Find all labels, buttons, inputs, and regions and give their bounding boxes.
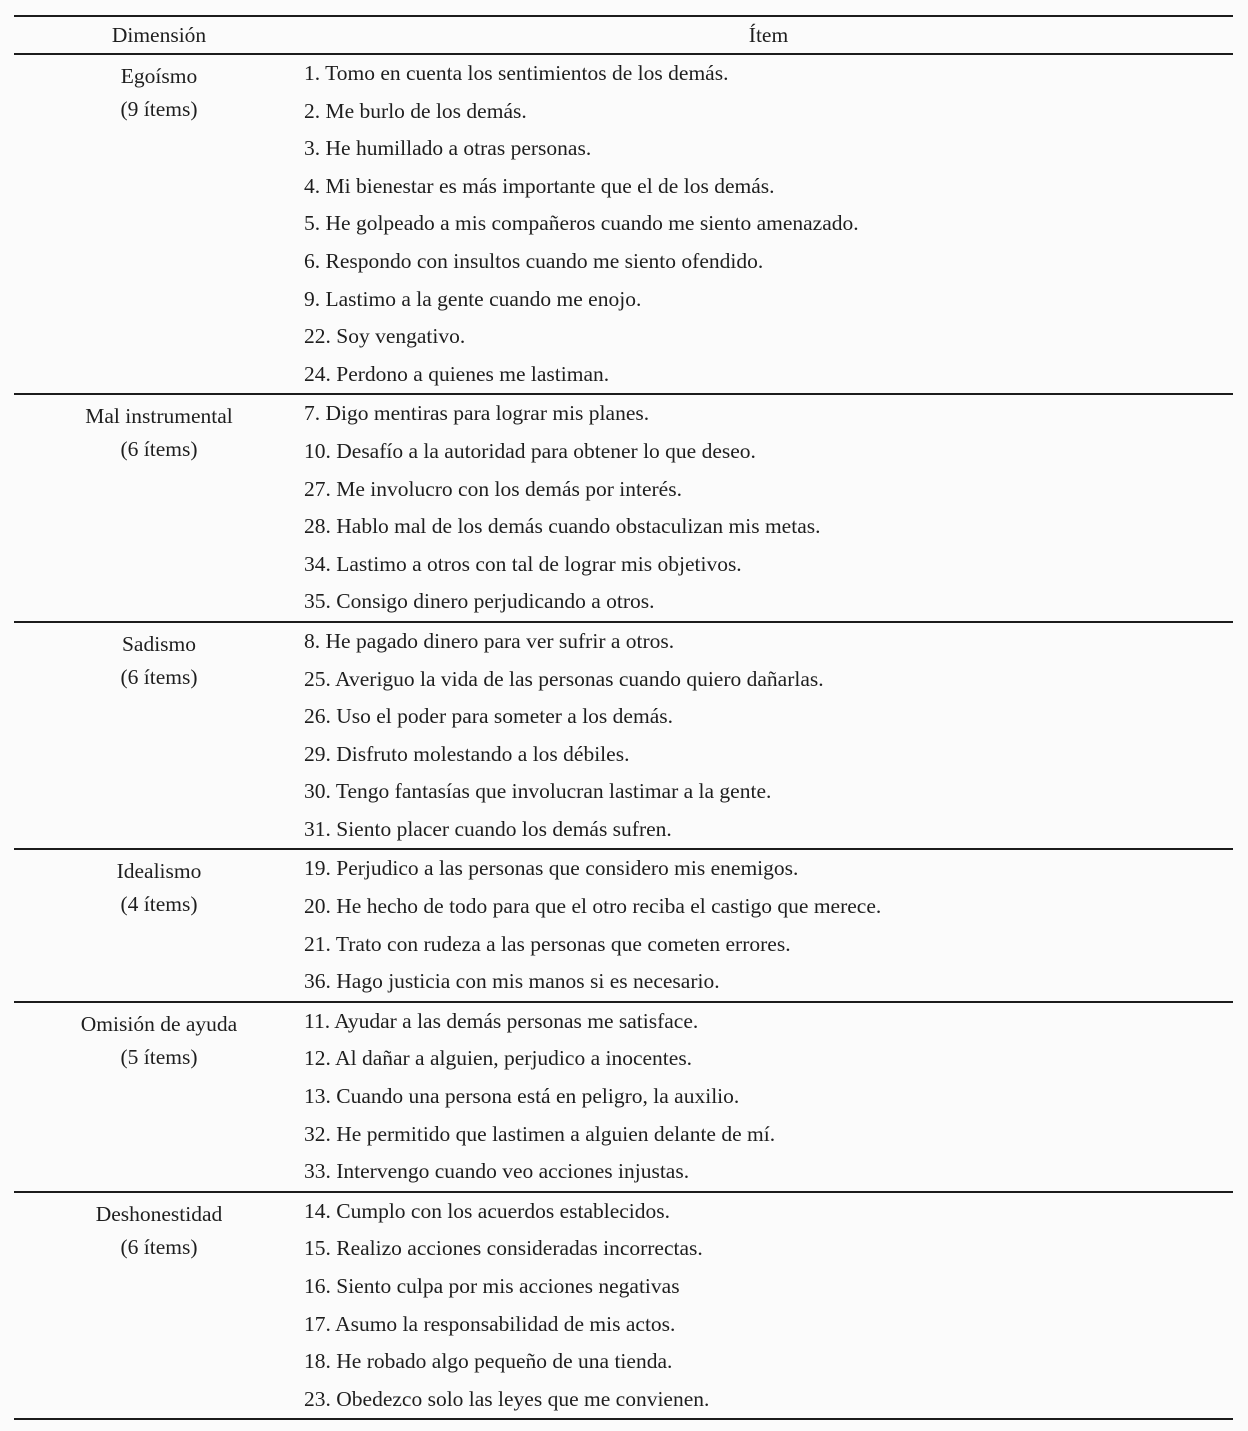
table-row [14, 1003, 1233, 1193]
dimension-item-count: (6 ítems) [120, 1234, 198, 1259]
table-row [14, 850, 1233, 1002]
dimension-cell [14, 395, 304, 621]
dimension-item-count: (5 ítems) [120, 1044, 198, 1069]
dimension-cell [14, 850, 304, 1000]
item-text: 29. Disfruto molestando a los débiles. [304, 741, 630, 766]
items-cell [304, 1193, 1233, 1419]
item-text: 20. He hecho de todo para que el otro reciba el castigo que merece. [304, 894, 882, 919]
item-text: 3. He humillado a otras personas. [304, 136, 592, 161]
item-text: 22. Soy vengativo. [304, 324, 466, 349]
item-text: 18. He robado algo pequeño de una tienda. [304, 1349, 673, 1374]
item-text: 32. He permitido que lastimen a alguien delante de mí. [304, 1121, 776, 1146]
item-text: 12. Al dañar a alguien, perjudico a inocentes. [304, 1046, 693, 1071]
dimension-name: Mal instrumental [85, 404, 233, 429]
dimension-name: Deshonestidad [95, 1201, 223, 1226]
item-text: 14. Cumplo con los acuerdos establecidos. [304, 1198, 671, 1223]
item-text: 16. Siento culpa por mis acciones negativas [304, 1274, 680, 1298]
item-text: 2. Me burlo de los demás. [304, 98, 527, 123]
items-cell [304, 850, 1233, 1000]
dimension-name: Sadismo [121, 631, 197, 656]
items-cell [304, 1003, 1233, 1191]
item-text: 34. Lastimo a otros con tal de lograr mis objetivos. [304, 551, 742, 576]
item-text: 27. Me involucro con los demás por interés. [304, 476, 682, 501]
item-text: 21. Trato con rudeza a las personas que cometen errores. [304, 931, 791, 956]
item-text: 31. Siento placer cuando los demás sufren. [304, 816, 672, 841]
items-cell [304, 395, 1233, 621]
dimension-name: Omisión de ayuda [80, 1011, 238, 1036]
item-text: 35. Consigo dinero perjudicando a otros. [304, 589, 655, 614]
dimension-item-count: (4 ítems) [120, 892, 198, 917]
item-text: 30. Tengo fantasías que involucran lastimar a la gente. [304, 779, 772, 804]
item-text: 25. Averiguo la vida de las personas cuando quiero dañarlas. [304, 666, 824, 691]
item-text: 5. He golpeado a mis compañeros cuando me siento amenazado. [304, 211, 859, 236]
dimension-item-count: (6 ítems) [120, 664, 198, 689]
item-text: 9. Lastimo a la gente cuando me enojo. [304, 286, 642, 311]
item-text: 7. Digo mentiras para lograr mis planes. [304, 401, 650, 426]
dimension-item-count: (9 ítems) [120, 97, 198, 121]
items-cell [304, 623, 1233, 849]
item-text: 28. Hablo mal de los demás cuando obstaculizan mis metas. [304, 514, 821, 539]
table-row [14, 623, 1233, 851]
item-text: 19. Perjudico a las personas que considero mis enemigos. [304, 856, 799, 881]
items-cell [304, 55, 1233, 393]
item-text: 17. Asumo la responsabilidad de mis actos. [304, 1311, 676, 1336]
table-row [14, 55, 1233, 395]
dimension-item-count: (6 ítems) [120, 437, 198, 462]
table-body [14, 55, 1233, 1420]
dimension-name: Idealismo [116, 859, 202, 884]
dimension-cell [14, 1003, 304, 1191]
table-row [14, 1193, 1233, 1421]
item-text: 26. Uso el poder para someter a los demás. [304, 704, 673, 729]
item-text: 33. Intervengo cuando veo acciones injustas. [304, 1159, 690, 1184]
item-text: 11. Ayudar a las demás personas me satisface. [304, 1008, 699, 1033]
table-header-row [14, 15, 1233, 55]
dimension-cell [14, 623, 304, 849]
item-text: 8. He pagado dinero para ver sufrir a otros. [304, 628, 675, 653]
dimension-cell [14, 1193, 304, 1419]
dimensions-items-table [14, 15, 1233, 1420]
item-text: 1. Tomo en cuenta los sentimientos de los demás. [304, 61, 729, 85]
item-text: 23. Obedezco solo las leyes que me convienen. [304, 1386, 710, 1411]
item-text: 6. Respondo con insultos cuando me siento ofendido. [304, 248, 764, 273]
item-text: 24. Perdono a quienes me lastiman. [304, 361, 610, 386]
table-row [14, 395, 1233, 623]
item-text: 10. Desafío a la autoridad para obtener lo que deseo. [304, 438, 756, 463]
dimension-cell [14, 55, 304, 393]
item-text: 13. Cuando una persona está en peligro, la auxilio. [304, 1084, 740, 1109]
item-text: 36. Hago justicia con mis manos si es necesario. [304, 969, 720, 994]
dimension-name: Egoísmo [120, 64, 198, 88]
column-header-dimension: Dimensión [111, 22, 207, 47]
column-header-item: Ítem [748, 22, 789, 47]
item-text: 4. Mi bienestar es más importante que el de los demás. [304, 173, 775, 198]
item-text: 15. Realizo acciones consideradas incorrectas. [304, 1236, 703, 1261]
